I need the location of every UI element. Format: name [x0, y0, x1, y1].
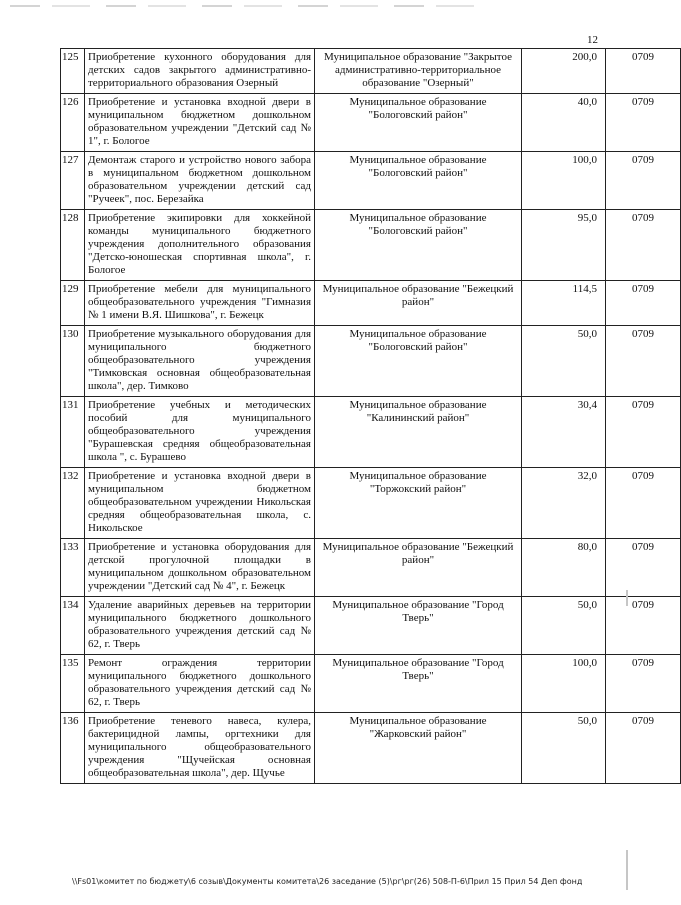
description-cell: Приобретение экипировки для хоккейной команды муниципального бюджетного учреждения дополнительного образования "Детско-юношеская спортивная школа", г. Бологое	[85, 210, 315, 281]
table-row	[61, 397, 681, 468]
scan-edge-mark	[626, 590, 628, 606]
budget-code-cell: 0709	[606, 468, 681, 539]
table-row	[61, 655, 681, 713]
recipient-cell: Муниципальное образование "Бологовский район"	[315, 326, 522, 397]
description-cell: Приобретение и установка входной двери в муниципальном бюджетном дошкольном образовательном учреждении "Детский сад № 1", г. Бологое	[85, 94, 315, 152]
recipient-cell: Муниципальное образование "Город Тверь"	[315, 597, 522, 655]
row-number-cell: 128	[61, 210, 85, 281]
amount-cell: 50,0	[522, 326, 606, 397]
row-number-cell: 133	[61, 539, 85, 597]
table-row	[61, 326, 681, 397]
description-cell: Приобретение учебных и методических пособий для муниципального общеобразовательного учреждения "Бурашевская средняя общеобразовательная школа ", с. Бурашево	[85, 397, 315, 468]
footer-file-path: \\Fs01\комитет по бюджету\6 созыв\Документы комитета\26 заседание (5)\рг\рг(26) 508-П-6\Прил 15 Прил 54 Деп фонд	[72, 877, 583, 886]
recipient-cell: Муниципальное образование "Бологовский район"	[315, 152, 522, 210]
table-row	[61, 281, 681, 326]
amount-cell: 95,0	[522, 210, 606, 281]
row-number-cell: 126	[61, 94, 85, 152]
budget-code-cell: 0709	[606, 539, 681, 597]
row-number-cell: 132	[61, 468, 85, 539]
amount-cell: 50,0	[522, 713, 606, 784]
row-number-cell: 134	[61, 597, 85, 655]
budget-code-cell: 0709	[606, 94, 681, 152]
allocation-table	[60, 48, 681, 784]
amount-cell: 40,0	[522, 94, 606, 152]
recipient-cell: Муниципальное образование "Торжокский район"	[315, 468, 522, 539]
description-cell: Приобретение кухонного оборудования для детских садов закрытого административно-территориального образования Озерный	[85, 49, 315, 94]
description-cell: Приобретение и установка входной двери в муниципальном бюджетном общеобразовательном учреждении Никольская средняя общеобразовательная школа, с. Никольское	[85, 468, 315, 539]
recipient-cell: Муниципальное образование "Жарковский район"	[315, 713, 522, 784]
recipient-cell: Муниципальное образование "Город Тверь"	[315, 655, 522, 713]
table-row	[61, 539, 681, 597]
table-row	[61, 597, 681, 655]
budget-code-cell: 0709	[606, 49, 681, 94]
row-number-cell: 129	[61, 281, 85, 326]
description-cell: Демонтаж старого и устройство нового забора в муниципальном бюджетном дошкольном образовательном учреждении детский сад "Ручеек", пос. Березайка	[85, 152, 315, 210]
budget-code-cell: 0709	[606, 281, 681, 326]
description-cell: Приобретение теневого навеса, кулера, бактерицидной лампы, оргтехники для муниципального общеобразовательного учреждения "Щучейская основная общеобразовательная школа", дер. Щучье	[85, 713, 315, 784]
row-number-cell: 135	[61, 655, 85, 713]
budget-code-cell: 0709	[606, 210, 681, 281]
table-row	[61, 210, 681, 281]
recipient-cell: Муниципальное образование "Бологовский район"	[315, 94, 522, 152]
scan-artifact-line	[10, 5, 480, 7]
description-cell: Приобретение и установка оборудования для детской прогулочной площадки в муниципальном дошкольном образовательном учреждении "Детский сад № 4", г. Бежецк	[85, 539, 315, 597]
amount-cell: 100,0	[522, 655, 606, 713]
amount-cell: 80,0	[522, 539, 606, 597]
scan-edge-mark	[626, 850, 628, 890]
budget-code-cell: 0709	[606, 326, 681, 397]
amount-cell: 50,0	[522, 597, 606, 655]
amount-cell: 100,0	[522, 152, 606, 210]
recipient-cell: Муниципальное образование "Закрытое административно-территориальное образование "Озерный"	[315, 49, 522, 94]
budget-code-cell: 0709	[606, 397, 681, 468]
row-number-cell: 131	[61, 397, 85, 468]
budget-code-cell: 0709	[606, 655, 681, 713]
row-number-cell: 127	[61, 152, 85, 210]
allocation-table-container	[60, 48, 654, 784]
amount-cell: 200,0	[522, 49, 606, 94]
recipient-cell: Муниципальное образование "Калининский район"	[315, 397, 522, 468]
row-number-cell: 125	[61, 49, 85, 94]
description-cell: Ремонт ограждения территории муниципального бюджетного дошкольного образовательного учреждения детский сад № 62, г. Тверь	[85, 655, 315, 713]
budget-code-cell: 0709	[606, 152, 681, 210]
table-row	[61, 152, 681, 210]
row-number-cell: 136	[61, 713, 85, 784]
description-cell: Приобретение мебели для муниципального общеобразовательного учреждения "Гимназия № 1 имени В.Я. Шишкова", г. Бежецк	[85, 281, 315, 326]
table-row	[61, 94, 681, 152]
allocation-table-body	[61, 49, 681, 784]
amount-cell: 114,5	[522, 281, 606, 326]
amount-cell: 30,4	[522, 397, 606, 468]
table-row	[61, 49, 681, 94]
description-cell: Приобретение музыкального оборудования для муниципального бюджетного общеобразовательного учреждения "Тимковская основная общеобразовательная школа", дер. Тимково	[85, 326, 315, 397]
recipient-cell: Муниципальное образование "Бологовский район"	[315, 210, 522, 281]
row-number-cell: 130	[61, 326, 85, 397]
recipient-cell: Муниципальное образование "Бежецкий район"	[315, 281, 522, 326]
table-row	[61, 468, 681, 539]
table-row	[61, 713, 681, 784]
budget-code-cell: 0709	[606, 713, 681, 784]
budget-code-cell: 0709	[606, 597, 681, 655]
recipient-cell: Муниципальное образование "Бежецкий район"	[315, 539, 522, 597]
description-cell: Удаление аварийных деревьев на территории муниципального бюджетного дошкольного образовательного учреждения детский сад № 62, г. Тверь	[85, 597, 315, 655]
page-number: 12	[587, 34, 598, 46]
amount-cell: 32,0	[522, 468, 606, 539]
